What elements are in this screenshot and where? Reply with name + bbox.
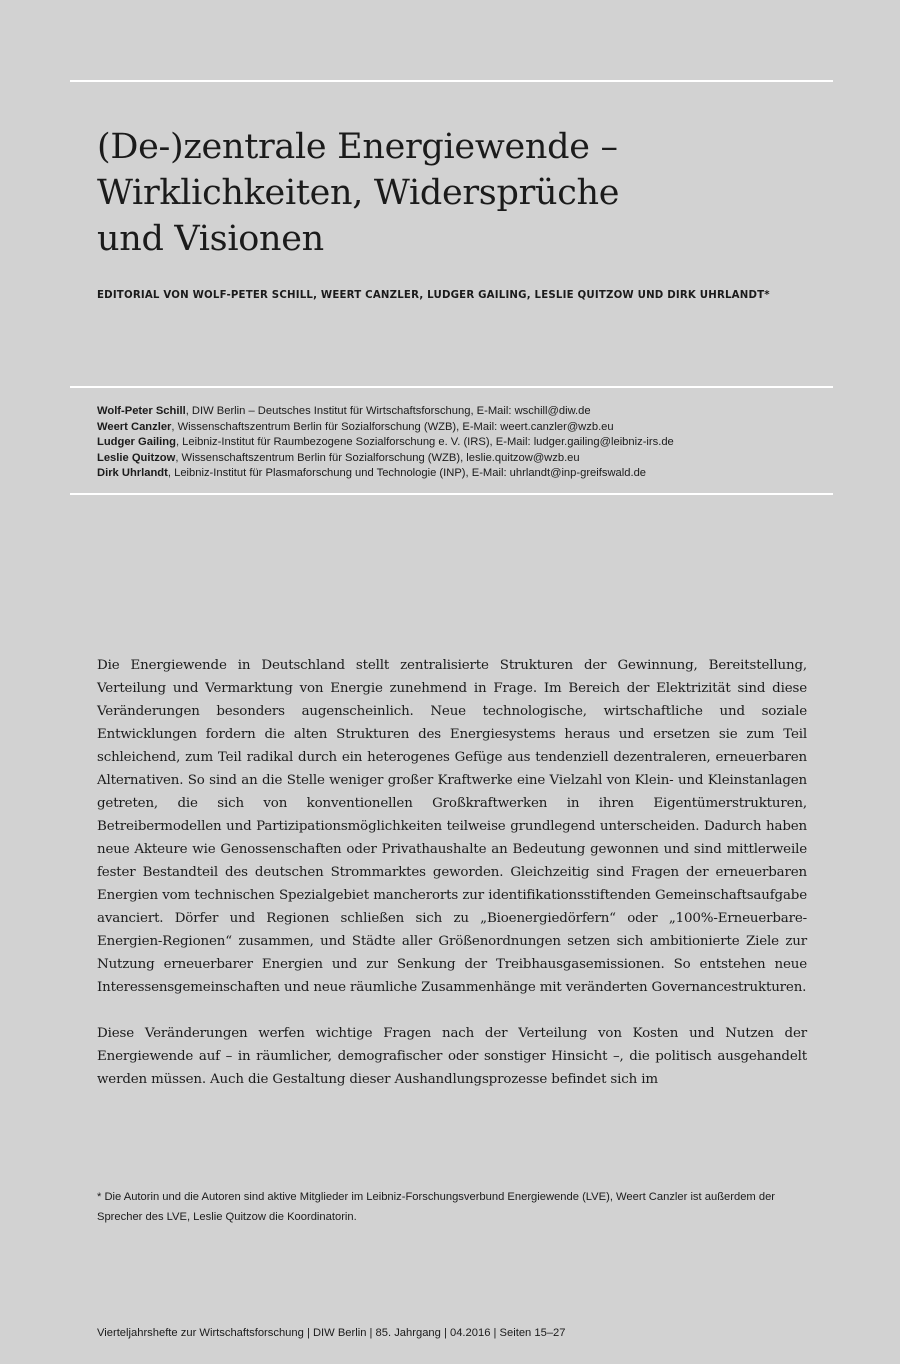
title-line-3: und Visionen (97, 219, 324, 259)
article-body (97, 654, 807, 1091)
top-divider (70, 80, 833, 82)
author-entry (97, 435, 837, 451)
authors-bottom-divider (70, 493, 833, 495)
author-entry (97, 420, 837, 436)
author-affiliation: , Wissenschaftszentrum Berlin für Sozialforschung (WZB), leslie.quitzow@wzb.eu (175, 451, 580, 464)
author-affiliations (97, 404, 837, 482)
body-paragraph-1: Die Energiewende in Deutschland stellt zentralisierte Strukturen der Gewinnung, Bereitstellung, Verteilung und Vermarktung von Energie zunehmend in Frage. Im Bereich der Elektrizität sind diese Veränderungen besonders augenscheinlich. Neue technologische, wirtschaftliche und soziale Entwicklungen fordern die alten Strukturen des Energiesystems heraus und ersetzen sie zum Teil schleichend, zum Teil radikal durch ein heterogenes Gefüge aus tendenziell dezentraleren, erneuerbaren Alternativen. So sind an die Stelle weniger großer Kraftwerke eine Vielzahl von Klein- und Kleinstanlagen getreten, die sich von konventionellen Großkraftwerken in ihren Eigentümerstrukturen, Betreibermodellen und Partizipationsmöglichkeiten teilweise grundlegend unterscheiden. Dadurch haben neue Akteure wie Genossenschaften oder Privathaushalte an Bedeutung gewonnen und sind mittlerweile fester Bestandteil des deutschen Strommarktes geworden. Gleichzeitig sind Fragen der erneuerbaren Energien vom technischen Spezialgebiet mancherorts zur identifikationsstiftenden Gemeinschaftsaufgabe avanciert. Dörfer und Regionen schließen sich zu „Bioenergiedörfern“ oder „100%-Erneuerbare-Energien-Regionen“ zusammen, und Städte aller Größenordnungen setzen sich ambitionierte Ziele zur Nutzung erneuerbarer Energien und zur Senkung der Treibhausgasemissionen. So entstehen neue Interessensgemeinschaften und neue räumliche Zusammenhänge mit veränderten Governancestrukturen. (97, 658, 807, 995)
author-name: Weert Canzler (97, 420, 172, 433)
editorial-byline: EDITORIAL VON WOLF-PETER SCHILL, WEERT CANZLER, LUDGER GAILING, LESLIE QUITZOW UND DIRK UHRLANDT* (97, 290, 770, 301)
author-entry (97, 404, 837, 420)
title-line-1: (De-)zentrale Energiewende – (97, 127, 618, 167)
author-affiliation: , Leibniz-Institut für Plasmaforschung und Technologie (INP), E-Mail: uhrlandt@inp-greifswald.de (167, 467, 647, 480)
author-name: Wolf-Peter Schill (97, 405, 186, 417)
authors-top-divider (70, 386, 833, 388)
title-line-2: Wirklichkeiten, Widersprüche (97, 173, 620, 213)
author-name: Ludger Gailing (97, 436, 176, 449)
author-affiliation: , Wissenschaftszentrum Berlin für Sozialforschung (WZB), E-Mail: weert.canzler@wzb.eu (171, 420, 614, 433)
author-affiliation: , Leibniz-Institut für Raumbezogene Sozialforschung e. V. (IRS), E-Mail: ludger.gailing@leibniz-irs.de (175, 436, 674, 449)
article-title (97, 124, 817, 262)
footnote: * Die Autorin und die Autoren sind aktive Mitglieder im Leibniz-Forschungsverbund Energiewende (LVE), Weert Canzler ist außerdem der Sprecher des LVE, Leslie Quitzow die Koordinatorin. (97, 1191, 776, 1223)
author-entry (97, 451, 837, 467)
journal-footer: Vierteljahrshefte zur Wirtschaftsforschung | DIW Berlin | 85. Jahrgang | 04.2016 | Seiten 15–27 (97, 1327, 566, 1339)
author-affiliation: , DIW Berlin – Deutsches Institut für Wirtschaftsforschung, E-Mail: wschill@diw.de (185, 405, 591, 417)
body-paragraph-2: Diese Veränderungen werfen wichtige Fragen nach der Verteilung von Kosten und Nutzen der Energiewende auf – in räumlicher, demografischer oder sonstiger Hinsicht –, die politisch ausgehandelt werden müssen. Auch die Gestaltung dieser Aushandlungsprozesse befindet sich im (97, 1026, 807, 1087)
author-name: Leslie Quitzow (97, 451, 176, 464)
author-entry (97, 466, 837, 482)
author-name: Dirk Uhrlandt (97, 467, 168, 480)
